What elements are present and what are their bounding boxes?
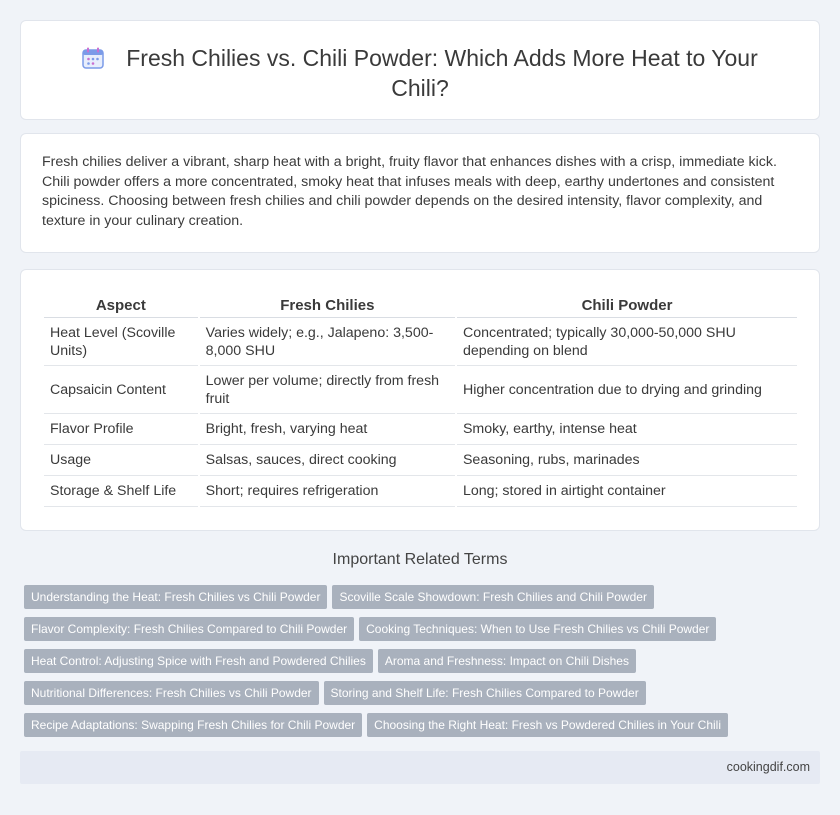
page-title-row: [21, 43, 819, 103]
comparison-card: [20, 269, 820, 531]
header-chili-powder: Chili Powder: [457, 294, 797, 318]
table-cell: Storage & Shelf Life: [44, 476, 198, 507]
table-header-row: [44, 294, 797, 318]
table-cell: Varies widely; e.g., Jalapeno: 3,500-8,000 SHU: [200, 318, 455, 366]
table-row: [44, 366, 797, 414]
table-cell: Seasoning, rubs, marinades: [457, 445, 797, 476]
related-term-tag[interactable]: Choosing the Right Heat: Fresh vs Powdered Chilies in Your Chili: [367, 713, 728, 737]
related-term-tag[interactable]: Recipe Adaptations: Swapping Fresh Chilies for Chili Powder: [24, 713, 362, 737]
table-cell: Higher concentration due to drying and grinding: [457, 366, 797, 414]
related-term-tag[interactable]: Understanding the Heat: Fresh Chilies vs Chili Powder: [24, 585, 327, 609]
intro-card: [20, 133, 820, 253]
table-row: [44, 476, 797, 507]
table-row: [44, 318, 797, 366]
table-cell: Bright, fresh, varying heat: [200, 414, 455, 445]
table-row: [44, 414, 797, 445]
table-cell: Usage: [44, 445, 198, 476]
related-term-tag[interactable]: Aroma and Freshness: Impact on Chili Dishes: [378, 649, 636, 673]
table-cell: Salsas, sauces, direct cooking: [200, 445, 455, 476]
table-cell: Concentrated; typically 30,000-50,000 SHU depending on blend: [457, 318, 797, 366]
related-term-tag[interactable]: Nutritional Differences: Fresh Chilies vs Chili Powder: [24, 681, 319, 705]
table-cell: Flavor Profile: [44, 414, 198, 445]
related-terms-heading: Important Related Terms: [332, 551, 508, 568]
table-row: [44, 445, 797, 476]
footer: [20, 751, 820, 784]
table-cell: Lower per volume; directly from fresh fruit: [200, 366, 455, 414]
title-card: [20, 20, 820, 120]
related-term-tag[interactable]: Flavor Complexity: Fresh Chilies Compared to Chili Powder: [24, 617, 354, 641]
table-cell: Smoky, earthy, intense heat: [457, 414, 797, 445]
header-fresh-chilies: Fresh Chilies: [200, 294, 455, 318]
comparison-table: [42, 294, 799, 507]
footer-site-link[interactable]: cookingdif.com: [726, 760, 810, 774]
related-term-tag[interactable]: Scoville Scale Showdown: Fresh Chilies and Chili Powder: [332, 585, 653, 609]
calendar-icon: [82, 47, 104, 69]
page-title: Fresh Chilies vs. Chili Powder: Which Adds More Heat to Your Chili?: [126, 45, 758, 101]
related-term-tag[interactable]: Storing and Shelf Life: Fresh Chilies Compared to Powder: [324, 681, 646, 705]
table-cell: Heat Level (Scoville Units): [44, 318, 198, 366]
intro-paragraph: Fresh chilies deliver a vibrant, sharp heat with a bright, fruity flavor that enhances dishes with a crisp, immediate kick. Chili powder offers a more concentrated, smoky heat that infuses meals with deep, earthy undertones and consistent spiciness. Choosing between fresh chilies and chili powder depends on the desired intensity, flavor complexity, and texture in your culinary creation.: [42, 154, 777, 229]
related-term-tag[interactable]: Cooking Techniques: When to Use Fresh Chilies vs Chili Powder: [359, 617, 716, 641]
table-cell: Short; requires refrigeration: [200, 476, 455, 507]
table-cell: Capsaicin Content: [44, 366, 198, 414]
related-term-tag[interactable]: Heat Control: Adjusting Spice with Fresh and Powdered Chilies: [24, 649, 373, 673]
header-aspect: Aspect: [44, 294, 198, 318]
table-cell: Long; stored in airtight container: [457, 476, 797, 507]
related-terms-list: [24, 585, 824, 745]
